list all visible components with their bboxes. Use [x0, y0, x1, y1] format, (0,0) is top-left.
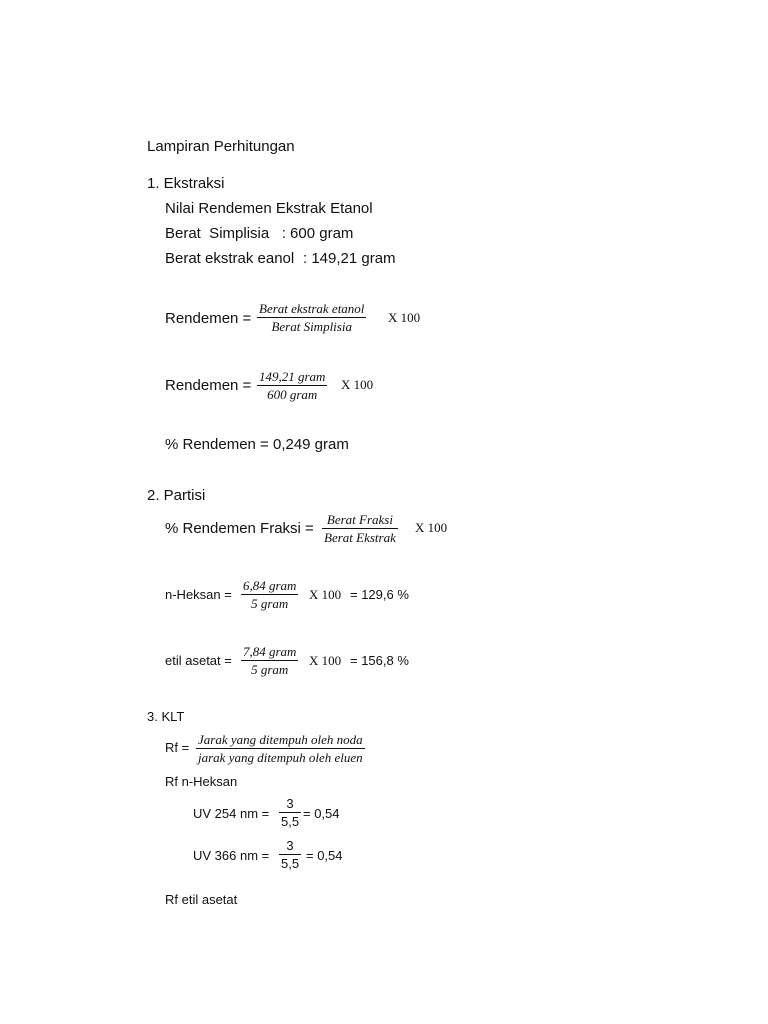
fraction-bar — [196, 748, 365, 749]
etil-x100: X 100 — [309, 653, 342, 668]
page-title: Lampiran Perhitungan — [147, 138, 295, 155]
section-1-heading: 1. Ekstraksi — [147, 175, 225, 192]
heksan-numerator: 6,84 gram — [243, 578, 297, 593]
uv366-denominator: 5,5 — [281, 856, 300, 871]
section-2-heading: 2. Partisi — [147, 487, 206, 504]
rendemen-fraksi-numerator: Berat Fraksi — [326, 512, 393, 527]
rf-fraction — [196, 733, 365, 764]
formula2-fraction — [257, 370, 327, 401]
uv254-denominator: 5,5 — [281, 814, 300, 829]
formula2-lhs: Rendemen = — [165, 377, 252, 394]
uv254-lhs: UV 254 nm = — [193, 806, 270, 821]
rendemen-fraksi-lhs: % Rendemen Fraksi = — [165, 520, 314, 537]
etil-denominator: 5 gram — [251, 662, 289, 677]
rf-etil-label: Rf etil asetat — [165, 892, 238, 907]
formula2-numerator: 149,21 gram — [259, 369, 326, 384]
rendemen-fraksi-denominator: Berat Ekstrak — [324, 530, 396, 545]
fraction-bar — [241, 594, 298, 595]
fraction-bar — [257, 385, 327, 386]
fraction-bar — [279, 812, 301, 813]
section-1-subtitle: Nilai Rendemen Ekstrak Etanol — [165, 200, 373, 217]
uv366-result: = 0,54 — [306, 848, 343, 863]
formula1-denominator: Berat Simplisia — [271, 319, 352, 334]
berat-ekstrak-value: : 149,21 gram — [303, 250, 396, 267]
uv366-fraction — [279, 839, 301, 870]
rendemen-result: % Rendemen = 0,249 gram — [165, 436, 349, 453]
formula1-numerator: Berat ekstrak etanol — [259, 301, 365, 316]
etil-result: = 156,8 % — [350, 653, 409, 668]
heksan-denominator: 5 gram — [251, 596, 289, 611]
heksan-fraction — [241, 579, 298, 610]
heksan-lhs: n-Heksan = — [165, 587, 232, 602]
rendemen-fraksi-fraction — [322, 513, 398, 544]
rendemen-fraksi-x100: X 100 — [415, 520, 448, 535]
fraction-bar — [279, 854, 301, 855]
heksan-x100: X 100 — [309, 587, 342, 602]
uv254-fraction — [279, 797, 301, 828]
etil-lhs: etil asetat = — [165, 653, 232, 668]
berat-simplisia-line: Berat Simplisia : 600 gram — [165, 225, 354, 242]
formula2-x100: X 100 — [341, 377, 374, 392]
section-3-heading: 3. KLT — [147, 709, 185, 724]
etil-fraction — [241, 645, 298, 676]
formula2-denominator: 600 gram — [267, 387, 318, 402]
fraction-bar — [241, 660, 298, 661]
uv366-numerator: 3 — [286, 838, 294, 853]
etil-numerator: 7,84 gram — [243, 644, 297, 659]
formula1-lhs: Rendemen = — [165, 310, 252, 327]
heksan-result: = 129,6 % — [350, 587, 409, 602]
fraction-bar — [257, 317, 366, 318]
uv254-result: = 0,54 — [303, 806, 340, 821]
fraction-bar — [322, 528, 398, 529]
rf-denominator: jarak yang ditempuh oleh eluen — [198, 750, 363, 765]
uv254-numerator: 3 — [286, 796, 294, 811]
berat-ekstrak-label: Berat ekstrak eanol — [165, 250, 295, 267]
formula1-x100: X 100 — [388, 310, 421, 325]
rf-heksan-label: Rf n-Heksan — [165, 774, 238, 789]
uv366-lhs: UV 366 nm = — [193, 848, 270, 863]
formula1-fraction — [257, 302, 366, 333]
rf-lhs: Rf = — [165, 740, 190, 755]
rf-numerator: Jarak yang ditempuh oleh noda — [198, 732, 363, 747]
